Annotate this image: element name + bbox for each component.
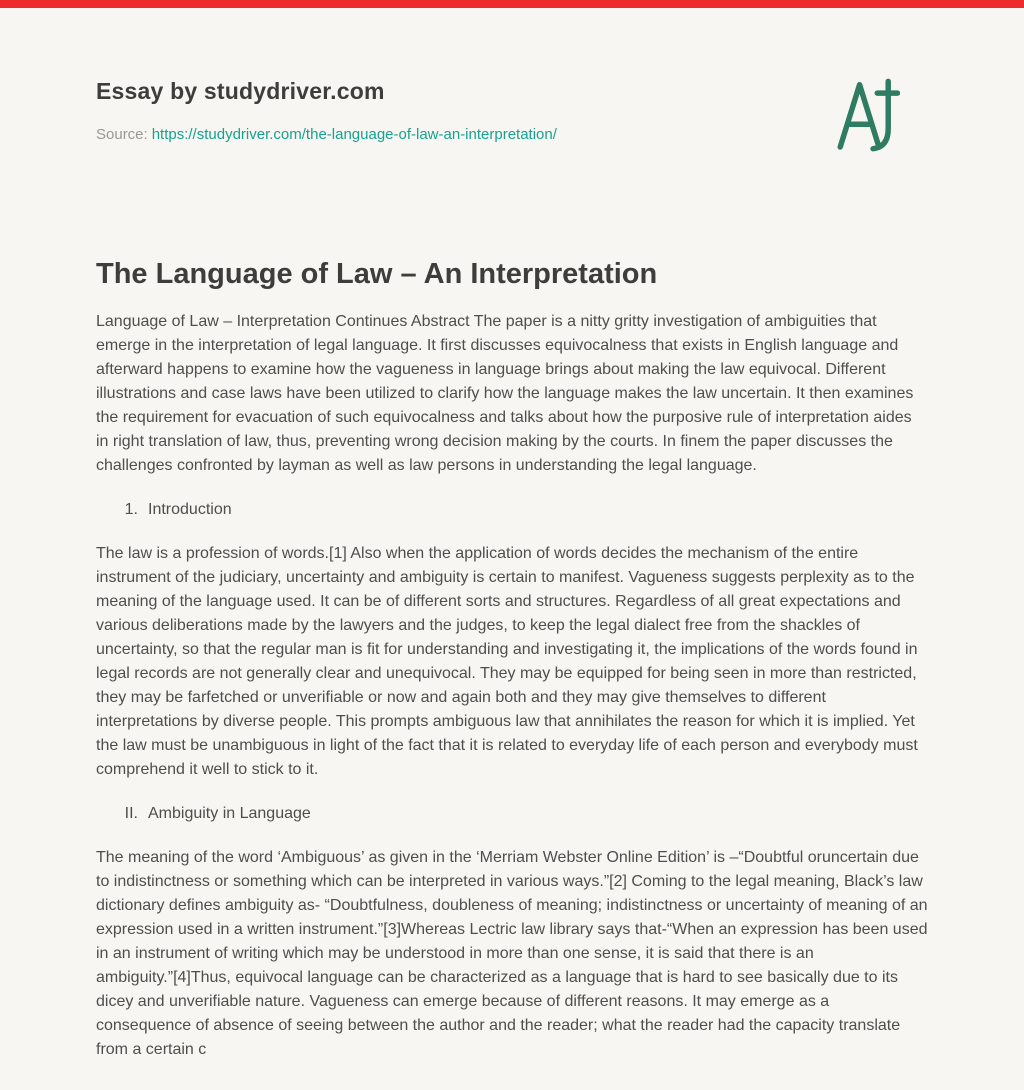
top-accent-bar	[0, 0, 1024, 8]
content-container	[96, 8, 928, 1062]
essay-content	[96, 256, 928, 1062]
paragraph-abstract: Language of Law – Interpretation Continues Abstract The paper is a nitty gritty investigation of ambiguities that emerge in the interpretation of legal language. It first discusses equivocalness that exists in English language and afterward happens to examine how the vagueness in language brings about making the law equivocal. Different illustrations and case laws have been utilized to clarify how the language makes the law uncertain. It then examines the requirement for evacuation of such equivocalness and talks about how the purposive rule of interpretation aides in right translation of law, thus, preventing wrong decision making by the courts. In finem the paper discusses the challenges confronted by layman as well as law persons in understanding the legal language.	[96, 313, 914, 474]
studydriver-logo-icon	[836, 72, 900, 158]
list-marker: 1.	[124, 501, 138, 518]
list-label: Ambiguity in Language	[148, 805, 311, 822]
paragraph-ambiguity: The meaning of the word ‘Ambiguous’ as given in the ‘Merriam Webster Online Edition’ is –“Doubtful oruncertain due to indistinctness or something which can be interpreted in various ways.”[2] Coming to the legal meaning, Black’s law dictionary defines ambiguity as- “Doubtfulness, doubleness of meaning; indistinctness or uncertainty of meaning of an expression used in a written instrument.”[3]Whereas Lectric law library says that-“When an expression has been used in an instrument of writing which may be understood in more than one sense, it is said that there is an ambiguity.”[4]Thus, equivocal language can be characterized as a language that is hard to see basically due to its dicey and unverifiable nature. Vagueness can emerge because of different reasons. It may emerge as a consequence of absence of seeing between the author and the reader; what the reader had the capacity translate from a certain c	[96, 849, 928, 1058]
paragraph-introduction: The law is a profession of words.[1] Also when the application of words decides the mechanism of the entire instrument of the judiciary, uncertainty and ambiguity is certain to manifest. Vagueness suggests perplexity as to the meaning of the language used. It can be of different sorts and structures. Regardless of all great expectations and various deliberations made by the lawyers and the judges, to keep the legal dialect free from the shackles of uncertainty, so that the regular man is fit for understanding and investigating it, the implications of the words found in legal records are not generally clear and unequivocal. They may be equipped for being seen in more than restricted, they may be farfetched or unverifiable or now and again both and they may give themselves to different interpretations by diverse people. This prompts ambiguous law that annihilates the reason for which it is implied. Yet the law must be unambiguous in light of the fact that it is related to everyday life of each person and everybody must comprehend it well to stick to it.	[96, 545, 918, 778]
logo-a-shape	[840, 85, 879, 147]
list-label: Introduction	[148, 501, 232, 518]
header-title: Essay by studydriver.com	[96, 78, 385, 104]
page-header	[96, 78, 928, 144]
source-line	[96, 126, 928, 144]
source-label: Source:	[96, 126, 148, 143]
list-item-introduction	[112, 498, 928, 522]
essay-title: The Language of Law – An Interpretation	[96, 258, 658, 290]
source-url-link[interactable]: https://studydriver.com/the-language-of-law-an-interpretation/	[151, 126, 557, 143]
list-marker: II.	[124, 805, 138, 822]
list-item-ambiguity	[112, 802, 928, 826]
